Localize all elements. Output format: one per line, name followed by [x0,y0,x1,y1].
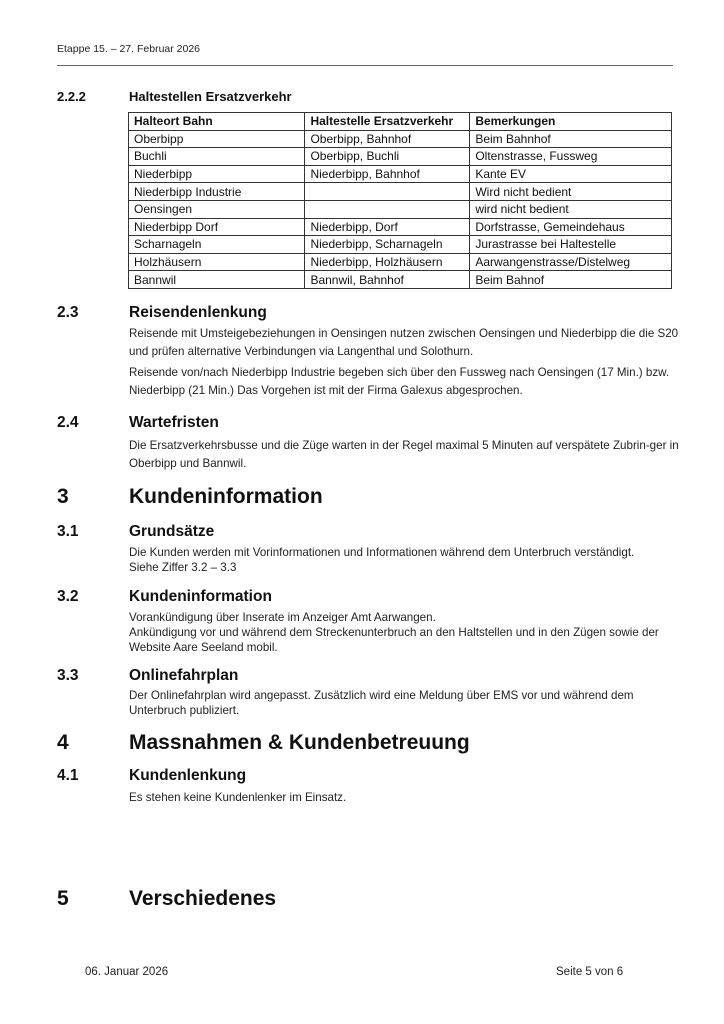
table-cell: Niederbipp, Scharnageln [305,236,470,254]
paragraph [129,545,679,575]
chapter-title: Kundeninformation [129,485,323,508]
chapter-title: Verschiedenes [129,887,277,910]
column-header: Haltestelle Ersatzverkehr [305,113,470,131]
paragraph [129,610,679,655]
table-cell: Jurastrasse bei Haltestelle [470,236,672,254]
table-row [129,165,672,183]
footer-page-number: Seite 5 von 6 [556,966,624,978]
table-cell: wird nicht bedient [470,200,672,218]
section-title: Haltestellen Ersatzverkehr [129,89,292,104]
paragraph: Die Ersatzverkehrsbusse und die Züge warten in der Regel maximal 5 Minuten auf verspätete Zubrin-ger in Oberbipp und Bannwil. [129,439,679,470]
section-number: 3.2 [57,588,79,605]
paragraph: Reisende von/nach Niederbipp Industrie begeben sich über den Fussweg nach Oensingen (17 Min.) bzw. Niederbipp (21 Min.) Das Vorgehen ist mit der Firma Galexus abgesprochen. [129,366,670,397]
section-title: Wartefristen [129,414,219,431]
table-cell: Niederbipp, Bahnhof [305,165,470,183]
table-cell: Kante EV [470,165,672,183]
table-cell: Buchli [129,148,305,166]
footer-date: 06. Januar 2026 [85,966,169,978]
table-cell: Wird nicht bedient [470,183,672,201]
section-title: Reisendenlenkung [129,304,267,321]
column-header: Halteort Bahn [129,113,305,131]
table-cell: Niederbipp, Dorf [305,218,470,236]
table-cell: Oberbipp [129,130,305,148]
table-cell: Oberbipp, Buchli [305,148,470,166]
table-row [129,218,672,236]
column-header: Bemerkungen [470,113,672,131]
table-cell: Scharnageln [129,236,305,254]
table-cell: Niederbipp Industrie [129,183,305,201]
table-cell: Beim Bahnhof [470,130,672,148]
chapter-number: 4 [57,731,69,754]
table-row [129,130,672,148]
section-title: Kundenlenkung [129,767,247,784]
text-line: Vorankündigung über Inserate im Anzeiger Amt Aarwangen. [129,611,436,624]
table-row [129,200,672,218]
paragraph: Es stehen keine Kundenlenker im Einsatz. [129,791,347,804]
chapter-title: Massnahmen & Kundenbetreuung [129,731,470,754]
text-line: Ankündigung vor und während dem Streckenunterbruch an den Haltstellen und in den Zügen sowie der Website Aare Seeland mobil. [129,626,659,654]
table-cell: Aarwangenstrasse/Distelweg [470,253,672,271]
table-cell: Dorfstrasse, Gemeindehaus [470,218,672,236]
table-row [129,253,672,271]
stops-table [128,112,672,289]
page-header: Etappe 15. – 27. Februar 2026 [57,43,201,55]
chapter-number: 5 [57,887,69,910]
header-divider [57,65,673,66]
table-cell: Beim Bahnof [470,271,672,289]
table-cell: Oberbipp, Bahnhof [305,130,470,148]
section-title: Onlinefahrplan [129,667,239,684]
chapter-number: 3 [57,485,69,508]
table-cell [305,200,470,218]
paragraph: Der Onlinefahrplan wird angepasst. Zusätzlich wird eine Meldung über EMS vor und während dem Unterbruch publiziert. [129,689,634,717]
table-cell: Oensingen [129,200,305,218]
section-title: Grundsätze [129,523,215,540]
section-number: 2.4 [57,414,79,431]
section-number: 3.3 [57,667,79,684]
section-number: 4.1 [57,767,79,784]
table-row [129,271,672,289]
table-cell: Holzhäusern [129,253,305,271]
table-header-row [129,113,672,131]
text-line: Die Kunden werden mit Vorinformationen und Informationen während dem Unterbruch verständigt. [129,546,635,559]
table-cell: Niederbipp, Holzhäusern [305,253,470,271]
table-cell [305,183,470,201]
table-row [129,148,672,166]
section-number: 2.2.2 [57,89,86,104]
table-cell: Oltenstrasse, Fussweg [470,148,672,166]
table-row [129,183,672,201]
section-title: Kundeninformation [129,588,272,605]
table-cell: Bannwil, Bahnhof [305,271,470,289]
text-line: Siehe Ziffer 3.2 – 3.3 [129,561,237,574]
section-number: 2.3 [57,304,79,321]
section-number: 3.1 [57,523,79,540]
table-row [129,236,672,254]
table-cell: Niederbipp [129,165,305,183]
table-cell: Bannwil [129,271,305,289]
paragraph: Reisende mit Umsteigebeziehungen in Oensingen nutzen zwischen Oensingen und Niederbipp die die S20 und prüfen alternative Verbindungen via Langenthal und Solothurn. [129,327,679,358]
table-cell: Niederbipp Dorf [129,218,305,236]
